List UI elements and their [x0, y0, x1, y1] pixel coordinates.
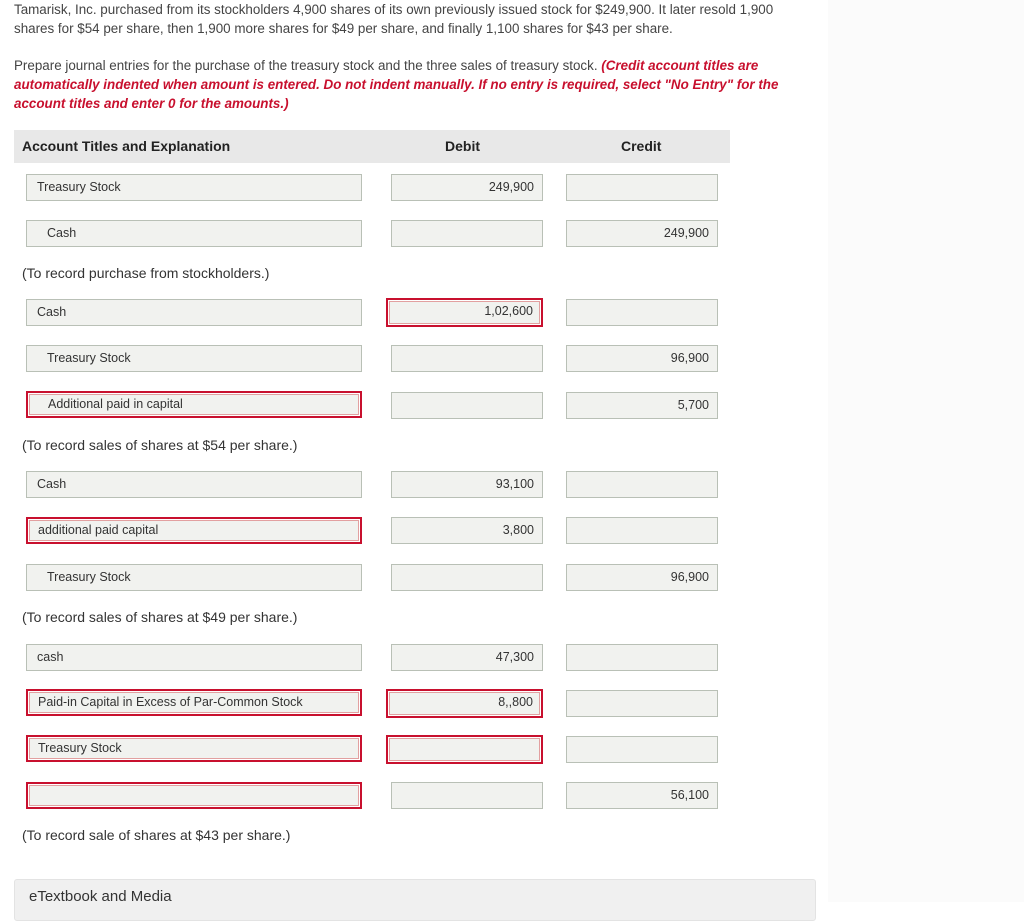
- debit-field[interactable]: [391, 220, 543, 247]
- entry-explanation: (To record purchase from stockholders.): [22, 265, 270, 281]
- col-account-header: Account Titles and Explanation: [22, 138, 231, 154]
- debit-field[interactable]: [386, 735, 543, 764]
- account-field[interactable]: Cash: [26, 471, 362, 498]
- entry-explanation: (To record sales of shares at $54 per share.): [22, 437, 298, 453]
- debit-field[interactable]: 8,,800: [386, 689, 543, 718]
- col-debit-header: Debit: [445, 138, 480, 154]
- account-field[interactable]: Cash: [26, 299, 362, 326]
- credit-field[interactable]: 96,900: [566, 564, 718, 591]
- debit-field[interactable]: 93,100: [391, 471, 543, 498]
- debit-field[interactable]: 249,900: [391, 174, 543, 201]
- debit-field[interactable]: [391, 564, 543, 591]
- etextbook-media-section[interactable]: [14, 879, 816, 921]
- journal-table-header: [14, 130, 730, 163]
- account-field[interactable]: cash: [26, 644, 362, 671]
- right-margin: [828, 0, 1024, 902]
- debit-field[interactable]: 1,02,600: [386, 298, 543, 327]
- credit-field[interactable]: [566, 517, 718, 544]
- debit-field[interactable]: 47,300: [391, 644, 543, 671]
- credit-field[interactable]: [566, 644, 718, 671]
- credit-field[interactable]: [566, 299, 718, 326]
- entry-explanation: (To record sales of shares at $49 per share.): [22, 609, 298, 625]
- debit-field[interactable]: [391, 392, 543, 419]
- credit-field[interactable]: [566, 736, 718, 763]
- credit-field[interactable]: [566, 174, 718, 201]
- account-field[interactable]: Additional paid in capital: [26, 391, 362, 418]
- account-field[interactable]: Cash: [26, 220, 362, 247]
- credit-field[interactable]: 249,900: [566, 220, 718, 247]
- instruction-text: Prepare journal entries for the purchase of the treasury stock and the three sales of treasury stock.: [14, 58, 598, 73]
- etextbook-media-label: eTextbook and Media: [29, 888, 172, 905]
- debit-field[interactable]: 3,800: [391, 517, 543, 544]
- credit-field[interactable]: [566, 690, 718, 717]
- col-credit-header: Credit: [621, 138, 662, 154]
- credit-field[interactable]: 96,900: [566, 345, 718, 372]
- problem-statement: Tamarisk, Inc. purchased from its stockholders 4,900 shares of its own previously issued stock for $249,900. It later resold 1,900 shares for $54 per share, then 1,900 more shares for $49 per share, and finally 1,100 shares for $43 per share.: [14, 2, 774, 36]
- debit-field[interactable]: [391, 345, 543, 372]
- credit-field[interactable]: 5,700: [566, 392, 718, 419]
- account-field[interactable]: [26, 782, 362, 809]
- entry-explanation: (To record sale of shares at $43 per share.): [22, 827, 291, 843]
- account-field[interactable]: Treasury Stock: [26, 345, 362, 372]
- credit-field[interactable]: [566, 471, 718, 498]
- account-field[interactable]: additional paid capital: [26, 517, 362, 544]
- account-field[interactable]: Paid-in Capital in Excess of Par-Common Stock: [26, 689, 362, 716]
- credit-field[interactable]: 56,100: [566, 782, 718, 809]
- debit-field[interactable]: [391, 782, 543, 809]
- instruction-warning: (Credit account titles are automatically indented when amount is entered. Do not indent manually. If no entry is required, select "No Entry" for the account titles and enter 0 for the amounts.): [14, 58, 779, 111]
- account-field[interactable]: Treasury Stock: [26, 174, 362, 201]
- account-field[interactable]: Treasury Stock: [26, 735, 362, 762]
- instructions: [14, 56, 814, 113]
- account-field[interactable]: Treasury Stock: [26, 564, 362, 591]
